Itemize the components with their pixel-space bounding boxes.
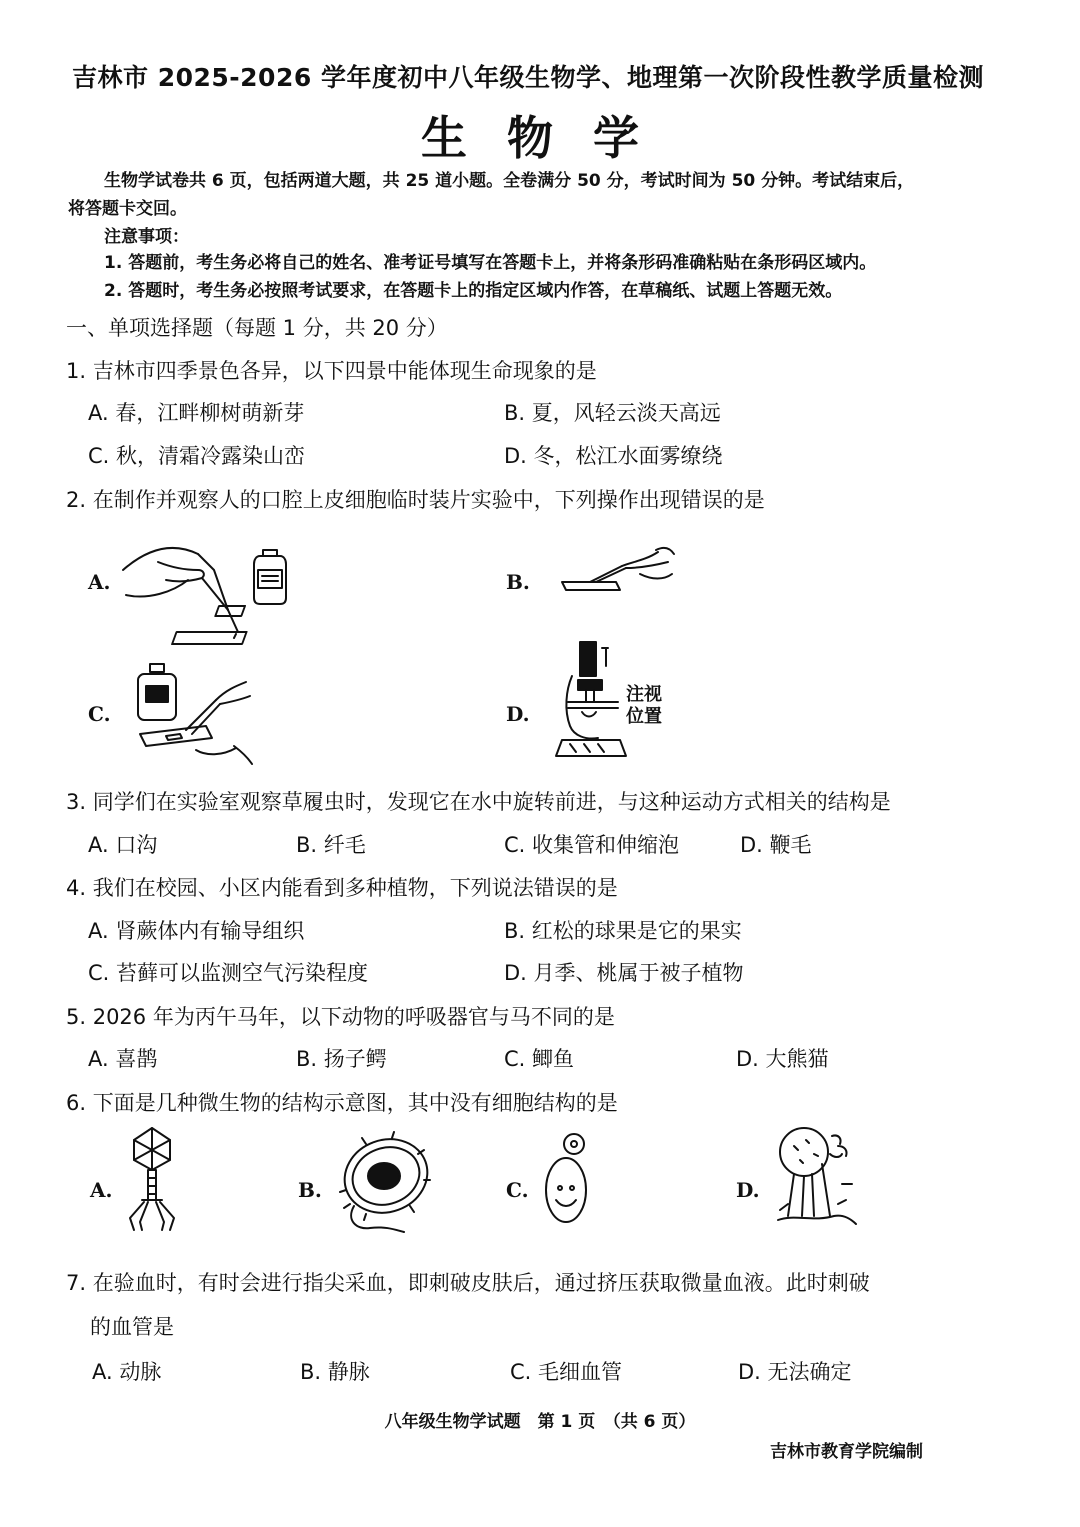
question-6-label-c: C. [506, 1178, 529, 1202]
question-3-option-a: A. 口沟 [88, 833, 158, 857]
question-2-label-d: D. [506, 702, 530, 726]
question-6-stem: 6. 下面是几种微生物的结构示意图，其中没有细胞结构的是 [66, 1091, 618, 1115]
cover-slip-stain-illustration [136, 660, 256, 768]
question-1-option-a: A. 春，江畔柳树萌新芽 [88, 401, 305, 425]
question-4-option-a: A. 肾蕨体内有输导组织 [88, 919, 305, 943]
question-3-option-c: C. 收集管和伸缩泡 [504, 833, 680, 857]
notice-item-1: 1. 答题前，考生务必将自己的姓名、准考证号填写在答题卡上，并将条形码准确粘贴在条形码区域内。 [104, 253, 877, 273]
question-5-option-b: B. 扬子鳄 [296, 1047, 387, 1071]
page-footer: 八年级生物学试题 第 1 页 （共 6 页） [384, 1412, 696, 1432]
question-1-stem: 1. 吉林市四季景色各异，以下四景中能体现生命现象的是 [66, 359, 597, 383]
question-3-option-b: B. 纤毛 [296, 833, 366, 857]
mold-fungus-illustration [774, 1124, 860, 1228]
notice-heading: 注意事项： [104, 227, 189, 247]
question-4-stem: 4. 我们在校园、小区内能看到多种植物，下列说法错误的是 [66, 876, 618, 900]
question-3-stem: 3. 同学们在实验室观察草履虫时，发现它在水中旋转前进，与这种运动方式相关的结构是 [66, 790, 891, 814]
question-6-label-a: A. [90, 1178, 113, 1202]
question-4-option-c: C. 苔藓可以监测空气污染程度 [88, 961, 369, 985]
dropper-on-slide-illustration [118, 540, 308, 650]
yeast-illustration [542, 1130, 594, 1226]
intro-line-1: 生物学试卷共 6 页，包括两道大题，共 25 道小题。全卷满分 50 分，考试时间为 50 分钟。考试结束后， [104, 171, 915, 191]
virus-illustration [122, 1126, 182, 1232]
question-2-label-a: A. [88, 570, 111, 594]
question-7-option-c: C. 毛细血管 [510, 1360, 623, 1384]
question-7-option-b: B. 静脉 [300, 1360, 370, 1384]
question-5-stem: 5. 2026 年为丙午马年，以下动物的呼吸器官与马不同的是 [66, 1005, 615, 1029]
question-2-label-c: C. [88, 702, 111, 726]
question-4-option-b: B. 红松的球果是它的果实 [504, 919, 742, 943]
question-2-label-b: B. [506, 570, 530, 594]
question-3-option-d: D. 鞭毛 [740, 833, 812, 857]
question-5-option-c: C. 鲫鱼 [504, 1047, 575, 1071]
question-4-option-d: D. 月季、桃属于被子植物 [504, 961, 744, 985]
exam-header-title: 吉林市 2025-2026 学年度初中八年级生物学、地理第一次阶段性教学质量检测 [72, 63, 984, 92]
question-6-label-b: B. [298, 1178, 322, 1202]
microscope-illustration [556, 640, 632, 760]
question-5-option-a: A. 喜鹊 [88, 1047, 158, 1071]
question-7-option-a: A. 动脉 [92, 1360, 162, 1384]
question-1-option-d: D. 冬，松江水面雾缭绕 [504, 444, 723, 468]
notice-item-2: 2. 答题时，考生务必按照考试要求，在答题卡上的指定区域内作答，在草稿纸、试题上答题无效。 [104, 281, 843, 301]
subject-title: 生物学 [421, 111, 679, 165]
question-7-option-d: D. 无法确定 [738, 1360, 852, 1384]
question-1-option-b: B. 夏，风轻云淡天高远 [504, 401, 721, 425]
question-1-option-c: C. 秋，清霜冷露染山峦 [88, 444, 306, 468]
question-7-stem: 7. 在验血时，有时会进行指尖采血，即刺破皮肤后，通过挤压获取微量血液。此时刺破 [66, 1271, 870, 1295]
question-2-stem: 2. 在制作并观察人的口腔上皮细胞临时装片实验中，下列操作出现错误的是 [66, 488, 765, 512]
section-heading: 一、单项选择题（每题 1 分，共 20 分） [66, 316, 448, 340]
question-7-stem-cont: 的血管是 [90, 1315, 174, 1339]
intro-line-2: 将答题卡交回。 [68, 199, 187, 219]
publisher-credit: 吉林市教育学院编制 [770, 1442, 923, 1462]
tweezers-slide-illustration [560, 544, 680, 594]
microscope-gaze-label: 注视位置 [626, 684, 662, 727]
question-5-option-d: D. 大熊猫 [736, 1047, 829, 1071]
question-6-label-d: D. [736, 1178, 760, 1202]
bacterium-illustration [326, 1130, 438, 1234]
